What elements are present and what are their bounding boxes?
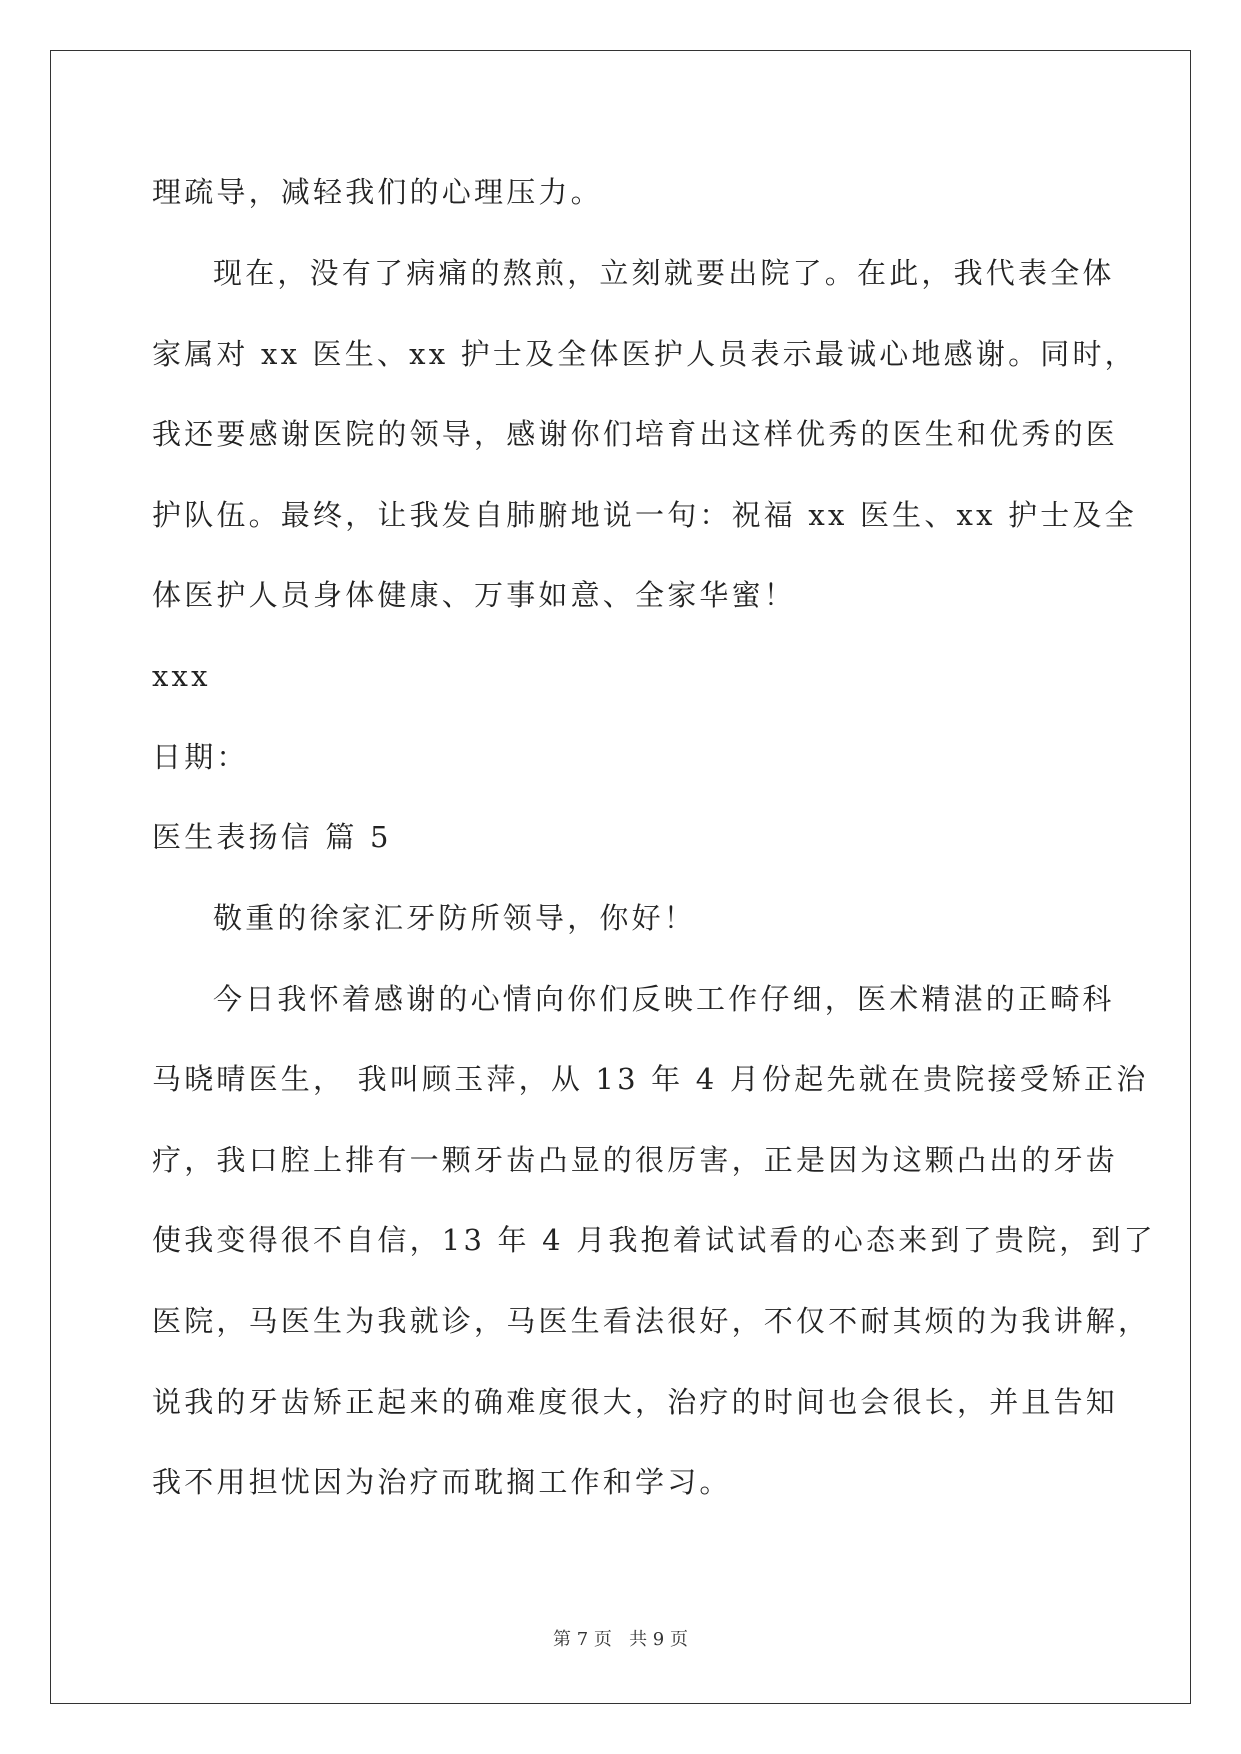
salutation: 敬重的徐家汇牙防所领导，你好！: [213, 901, 697, 935]
date-label: 日期：: [152, 740, 249, 774]
text-line: 我不用担忧因为治疗而耽搁工作和学习。: [152, 1465, 732, 1499]
page-border: [50, 50, 1191, 1704]
text-line: 疗，我口腔上排有一颗牙齿凸显的很厉害，正是因为这颗凸出的牙齿: [152, 1143, 1119, 1177]
text-line: 使我变得很不自信，13 年 4 月我抱着试试看的心态来到了贵院，到了: [152, 1223, 1156, 1257]
section-heading: 医生表扬信 篇 5: [152, 820, 392, 854]
text-line: 我还要感谢医院的领导，感谢你们培育出这样优秀的医生和优秀的医: [152, 417, 1119, 451]
text-line: 体医护人员身体健康、万事如意、全家华蜜！: [152, 578, 797, 612]
text-line: 护队伍。最终，让我发自肺腑地说一句：祝福 xx 医生、xx 护士及全: [152, 498, 1137, 532]
text-line: 医院，马医生为我就诊，马医生看法很好，不仅不耐其烦的为我讲解，: [152, 1304, 1151, 1338]
paragraph-start: 今日我怀着感谢的心情向你们反映工作仔细，医术精湛的正畸科: [213, 982, 1115, 1016]
text-line: 说我的牙齿矫正起来的确难度很大，治疗的时间也会很长，并且告知: [152, 1385, 1119, 1419]
paragraph-start: 现在，没有了病痛的熬煎，立刻就要出院了。在此，我代表全体: [213, 256, 1115, 290]
signature: xxx: [152, 659, 211, 693]
text-line: 马晓晴医生， 我叫顾玉萍，从 13 年 4 月份起先就在贵院接受矫正治: [152, 1062, 1149, 1096]
page-number: 第 7 页 共 9 页: [553, 1629, 688, 1650]
text-line: 理疏导，减轻我们的心理压力。: [152, 175, 603, 209]
text-line: 家属对 xx 医生、xx 护士及全体医护人员表示最诚心地感谢。同时，: [152, 337, 1137, 371]
